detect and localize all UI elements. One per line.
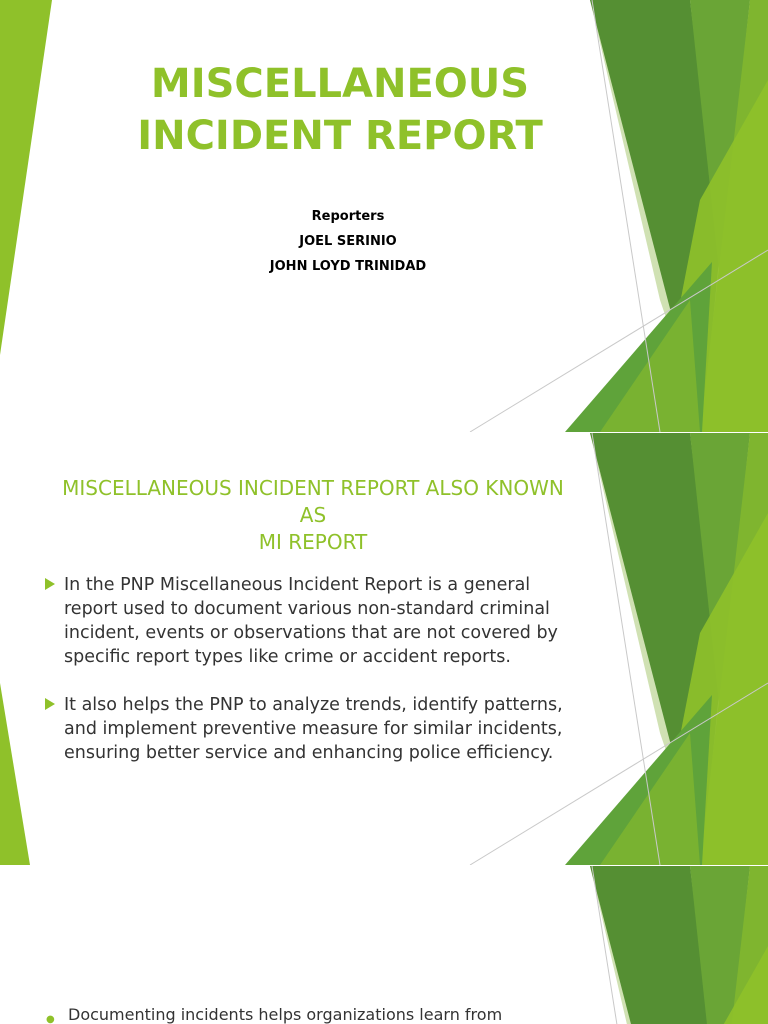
list-item — [44, 1004, 588, 1024]
bullet-text: In the PNP Miscellaneous Incident Report is a general report used to document various non-standard criminal incident, events or observations that are not covered by specific report types like crime or accident reports. — [64, 575, 558, 667]
list-item — [44, 573, 564, 669]
slide-title — [60, 475, 566, 556]
bullet-list — [44, 573, 564, 789]
slide-title: MISCELLANEOUS INCIDENT REPORT — [137, 61, 543, 159]
list-item — [44, 693, 564, 765]
slide-2-definition — [0, 433, 768, 865]
triangle-bullet-icon — [45, 698, 55, 710]
dot-bullet-icon: ● — [46, 1014, 55, 1024]
green-facet-decoration — [0, 866, 768, 1024]
bullet-text: Documenting incidents helps organizations learn from — [68, 1005, 503, 1024]
reporters-block — [198, 204, 498, 279]
title-line: MI REPORT — [258, 530, 368, 554]
triangle-bullet-icon — [45, 578, 55, 590]
reporters-label: Reporters — [311, 209, 385, 224]
slide-1-title — [0, 0, 768, 432]
reporter-name: JOHN LOYD TRINIDAD — [269, 259, 427, 274]
reporter-name: JOEL SERINIO — [299, 234, 397, 249]
slide-3-partial — [0, 866, 768, 1024]
bullet-text: It also helps the PNP to analyze trends, identify patterns, and implement preventive measure for similar incidents, ensuring better service and enhancing police efficiency. — [64, 695, 563, 763]
title-line: MISCELLANEOUS INCIDENT REPORT ALSO KNOWN AS — [62, 476, 564, 527]
